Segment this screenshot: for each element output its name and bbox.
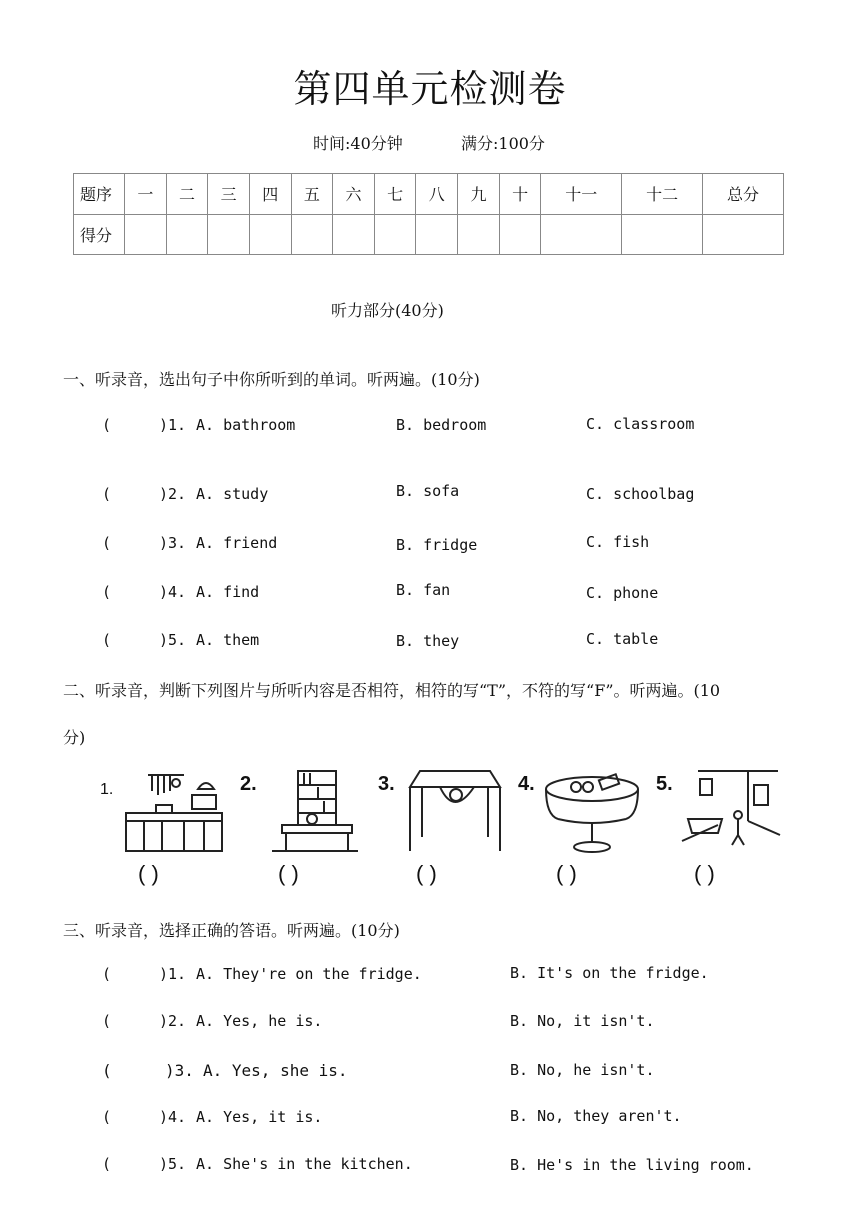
picture-number: 3.	[378, 773, 395, 795]
option-a: A. Yes, he is.	[196, 1012, 323, 1030]
round-table-icon	[540, 765, 644, 853]
answer-blank[interactable]: ( )	[416, 861, 437, 886]
score-col-6: 六	[333, 174, 375, 215]
picture-strip	[100, 763, 790, 893]
option-c: C. classroom	[586, 415, 695, 433]
score-table-header-row	[74, 174, 784, 215]
score-col-10: 十	[499, 174, 541, 215]
option-b: B. No, it isn't.	[510, 1012, 655, 1030]
picture-number: 4.	[518, 773, 535, 795]
score-table-score-label: 得分	[74, 214, 125, 255]
score-cell[interactable]	[333, 214, 375, 255]
answer-paren[interactable]: (	[102, 1061, 112, 1080]
option-a: A. find	[196, 583, 260, 601]
option-b: B. No, he isn't.	[510, 1061, 655, 1079]
listening-title: 听力部分(40分)	[331, 301, 444, 320]
score-col-11: 十一	[541, 174, 622, 215]
picture-item	[518, 763, 648, 893]
answer-paren[interactable]: (	[102, 1155, 112, 1173]
score-table-header-label: 题序	[74, 174, 125, 215]
answer-paren[interactable]: (	[102, 534, 112, 552]
item-number: )4.	[159, 583, 187, 601]
score-cell[interactable]	[703, 214, 784, 255]
picture-number: 5.	[656, 773, 673, 795]
option-a: A. bathroom	[196, 416, 296, 434]
section2-heading: 二、听录音，判断下列图片与所听内容是否相符，相符的写“T”，不符的写“F”。听两遍。(10	[63, 681, 721, 700]
item-number: )3.	[159, 534, 187, 552]
score-col-4: 四	[249, 174, 291, 215]
answer-paren[interactable]: (	[102, 416, 112, 434]
score-cell[interactable]	[622, 214, 703, 255]
answer-paren[interactable]: (	[102, 1108, 112, 1126]
score-col-1: 一	[125, 174, 167, 215]
item-number: )2.	[159, 485, 187, 503]
score-cell[interactable]	[291, 214, 333, 255]
option-b: B. they	[396, 632, 460, 650]
option-a: A. study	[196, 485, 269, 503]
score-col-8: 八	[416, 174, 458, 215]
option-b: B. fridge	[396, 536, 478, 554]
option-a: A. friend	[196, 534, 278, 552]
item-number: )1.	[159, 416, 187, 434]
score-col-9: 九	[458, 174, 500, 215]
score-cell[interactable]	[125, 214, 167, 255]
item-number: )5.	[159, 631, 187, 649]
item-number: )2.	[159, 1012, 187, 1030]
score-table-score-row	[74, 214, 784, 255]
option-a: A. They're on the fridge.	[196, 965, 422, 983]
option-b: B. sofa	[396, 482, 460, 500]
section1-heading: 一、听录音，选出句子中你所听到的单词。听两遍。(10分)	[63, 370, 480, 389]
option-b: B. He's in the living room.	[510, 1156, 754, 1174]
answer-paren[interactable]: (	[102, 965, 112, 983]
score-cell[interactable]	[249, 214, 291, 255]
score-col-total: 总分	[703, 174, 784, 215]
score-col-3: 三	[208, 174, 250, 215]
score-col-7: 七	[374, 174, 416, 215]
score-col-12: 十二	[622, 174, 703, 215]
kitchen-icon	[122, 765, 226, 853]
option-c: C. table	[586, 630, 659, 648]
option-c: C. schoolbag	[586, 485, 695, 503]
page-title: 第四单元检测卷	[293, 67, 567, 111]
option-b: B. fan	[396, 581, 451, 599]
option-c: C. fish	[586, 533, 650, 551]
item-number: )4.	[159, 1108, 187, 1126]
answer-blank[interactable]: ( )	[556, 861, 577, 886]
table-cat-icon	[400, 765, 504, 853]
picture-number: 1.	[100, 781, 114, 798]
score-cell[interactable]	[458, 214, 500, 255]
option-c: C. phone	[586, 584, 659, 602]
exam-time: 时间:40分钟	[313, 134, 403, 153]
answer-paren[interactable]: (	[102, 631, 112, 649]
option-a: A. She's in the kitchen.	[196, 1155, 413, 1173]
section3-heading: 三、听录音，选择正确的答语。听两遍。(10分)	[63, 921, 400, 940]
score-col-2: 二	[166, 174, 208, 215]
picture-number: 2.	[240, 773, 257, 795]
option-b: B. No, they aren't.	[510, 1107, 682, 1125]
option-a: A. Yes, she is.	[203, 1061, 348, 1080]
picture-item	[100, 763, 230, 893]
picture-item	[240, 763, 370, 893]
answer-paren[interactable]: (	[102, 1012, 112, 1030]
bathroom-icon	[678, 765, 782, 853]
answer-blank[interactable]: ( )	[278, 861, 299, 886]
answer-paren[interactable]: (	[102, 583, 112, 601]
score-cell[interactable]	[541, 214, 622, 255]
option-a: A. them	[196, 631, 260, 649]
item-number: )5.	[159, 1155, 187, 1173]
full-score: 满分:100分	[461, 134, 545, 153]
score-cell[interactable]	[374, 214, 416, 255]
score-table	[73, 173, 784, 255]
option-a: A. Yes, it is.	[196, 1108, 323, 1126]
option-b: B. bedroom	[396, 416, 487, 434]
answer-paren[interactable]: (	[102, 485, 112, 503]
answer-blank[interactable]: ( )	[138, 861, 159, 886]
item-number: )1.	[159, 965, 187, 983]
score-cell[interactable]	[416, 214, 458, 255]
picture-item	[378, 763, 508, 893]
answer-blank[interactable]: ( )	[694, 861, 715, 886]
score-cell[interactable]	[208, 214, 250, 255]
option-b: B. It's on the fridge.	[510, 964, 709, 982]
score-cell[interactable]	[499, 214, 541, 255]
section2-heading-cont: 分)	[63, 728, 86, 747]
score-cell[interactable]	[166, 214, 208, 255]
study-desk-icon	[262, 765, 366, 853]
score-col-5: 五	[291, 174, 333, 215]
item-number: )3.	[165, 1061, 194, 1080]
picture-item	[656, 763, 786, 893]
